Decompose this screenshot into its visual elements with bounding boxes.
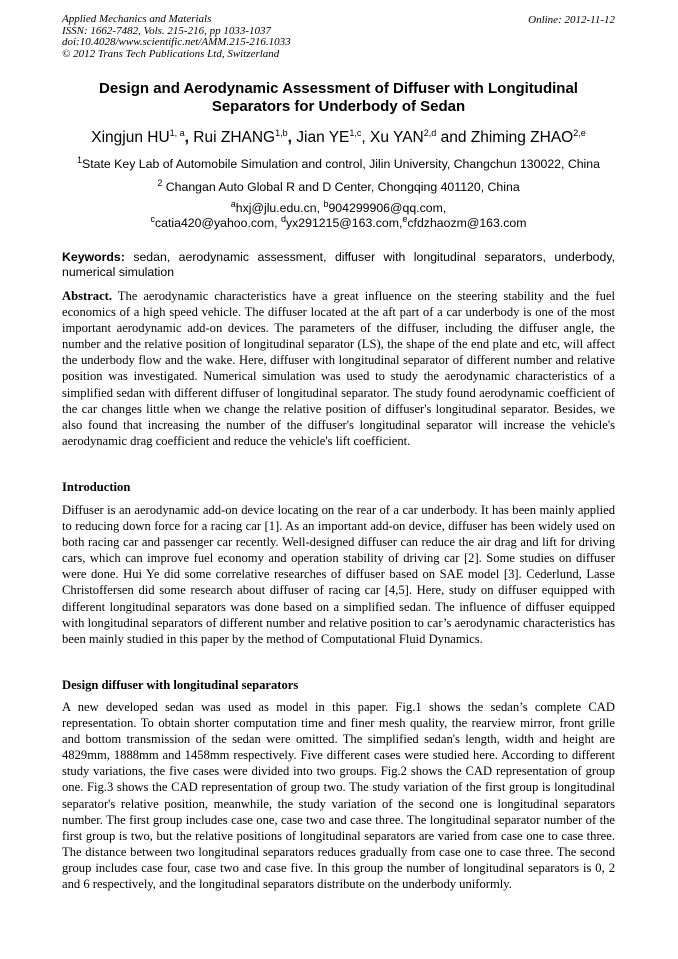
abstract-label: Abstract. bbox=[62, 289, 113, 303]
keywords bbox=[62, 250, 615, 280]
affiliation-text: State Key Lab of Automobile Simulation and control, Jilin University, Changchun 130022, China bbox=[82, 157, 600, 171]
affiliation-sup: 1 bbox=[77, 154, 83, 165]
author-name: Rui ZHANG bbox=[193, 129, 276, 146]
email-b: 904299906@qq.com, bbox=[328, 201, 447, 215]
keywords-label: Keywords: bbox=[62, 250, 125, 264]
affiliation-1 bbox=[62, 154, 615, 172]
email-c: catia420@yahoo.com, bbox=[154, 216, 278, 230]
affiliation-text: Changan Auto Global R and D Center, Chongqing 401120, China bbox=[165, 180, 520, 194]
email-a: hxj@jlu.edu.cn, bbox=[235, 201, 324, 215]
author-sup: 2,e bbox=[573, 127, 586, 138]
author-name: Xingjun HU bbox=[91, 129, 170, 146]
issn-line: ISSN: 1662-7482, Vols. 215-216, pp 1033-1037 bbox=[62, 24, 271, 37]
email-d: yx291215@163.com, bbox=[285, 216, 403, 230]
author-sup: 1,b bbox=[275, 127, 288, 138]
abstract bbox=[62, 288, 615, 449]
online-date: Online: 2012-11-12 bbox=[528, 14, 615, 26]
journal-header bbox=[62, 14, 291, 60]
journal-name: Applied Mechanics and Materials bbox=[62, 13, 212, 25]
author-sep: , bbox=[287, 129, 297, 146]
author-sep: , bbox=[184, 129, 194, 146]
author-sep: and bbox=[436, 129, 471, 146]
abstract-text: The aerodynamic characteristics have a great influence on the steering stability and the fuel economics of a high speed vehicle. The diffuser located at the aft part of a car underbody is one of the most important aerodynamic add-on devices. The parameters of the diffuser, including the diffuser angle, the number and the relative position of longitudinal separator (LS), the shape of the end plate and etc, will affect the underbody flow and the wake. Here, diffuser with longitudinal separator of different number and relative position was investigated. Numerical simulation was used to study the aerodynamic characteristics of a simplified sedan with different diffuser of longitudinal separator. The study found aerodynamic coefficient of the car changes little when we change the relative position of diffuser's longitudinal separator. Besides, we also found that increasing the number of the diffuser's longitudinal separator will increase the vehicle's aerodynamic drag coefficient and reduce the vehicle's lift coefficient. bbox=[62, 289, 615, 448]
author-list bbox=[62, 128, 615, 148]
copyright-line: © 2012 Trans Tech Publications Ltd, Switzerland bbox=[62, 47, 280, 60]
author-sup: 2,d bbox=[423, 127, 437, 138]
affiliation-sup: 2 bbox=[157, 177, 163, 188]
affiliation-2 bbox=[62, 177, 615, 195]
section-body: A new developed sedan was used as model in this paper. Fig.1 shows the sedan’s complete CAD representation. To obtain shorter computation time and finer mesh quality, the rearview mirror, front grille and bottom transmission of the sedan were omitted. The simplified sedan's length, width and height are 4829mm, 1888mm and 1458mm respectively. Five different cases were studied here. According to different study variations, the five cases were divided into two groups. Fig.2 shows the CAD representation of group one. Fig.3 shows the CAD representation of group two. The study variation of the first group is longitudinal separator's relative position, meanwhile, the study variation of the second one is longitudinal separators number. The first group includes case one, case two and case three. The longitudinal separator number of the first group is two, but the relative positions of longitudinal separators are varied from case one to case three. The distance between two longitudinal separators reduces gradually from case one to case three. The second group includes case four, case two and case five. In this group the number of longitudinal separators is 0, 2 and 6 respectively, and the longitudinal separators distribute on the underbody uniformly. bbox=[62, 700, 615, 892]
section-body: Diffuser is an aerodynamic add-on device locating on the rear of a car underbody. It has been mainly applied to reducing down force for a racing car [1]. As an important add-on device, diffuser has been widely used on both racing car and passenger car recently. Well-designed diffuser can reduce the air drag and lift for driving cars, which can improve fuel economy and operation stability of driving car [2]. Some studies on diffuser were done. Hui Ye did some correlative researches of diffuser based on SAE model [3]. Cederlund, Lasse Christoffersen did some research about diffuser of racing car [4,5]. Here, study on diffuser equipped with different longitudinal separators was done based on a simplified sedan. The influence of diffuser equipped with longitudinal separators of different number and relative position to car’s aerodynamic characteristics has been mainly studied in this paper by the method of Computational Fluid Dynamics. bbox=[62, 503, 615, 646]
author-sep: , bbox=[361, 129, 371, 146]
paper-title: Design and Aerodynamic Assessment of Diffuser with Longitudinal Separators for Underbody of Sedan bbox=[99, 80, 578, 115]
email-line-1: $^a$hxj@jlu.edu.cn, $^b$904299906@qq.com, bbox=[230, 198, 447, 215]
section-heading: Design diffuser with longitudinal separators bbox=[62, 678, 299, 692]
author-sup: 1,c bbox=[349, 127, 362, 138]
author-name: Xu YAN bbox=[370, 129, 424, 146]
email-line-2: $^c$catia420@yahoo.com, $^d$yx291215@163.com,$^e$cfdzhaozm@163.com bbox=[150, 213, 527, 230]
section-heading: Introduction bbox=[62, 480, 131, 494]
keywords-text: sedan, aerodynamic assessment, diffuser with longitudinal separators, underbody, numerical simulation bbox=[62, 250, 615, 279]
author-name: Zhiming ZHAO bbox=[470, 129, 574, 146]
author-sup: 1, a bbox=[169, 127, 185, 138]
author-name: Jian YE bbox=[296, 129, 350, 146]
doi-line: doi:10.4028/www.scientific.net/AMM.215-216.1033 bbox=[62, 36, 291, 48]
email-e: cfdzhaozm@163.com bbox=[407, 216, 527, 230]
